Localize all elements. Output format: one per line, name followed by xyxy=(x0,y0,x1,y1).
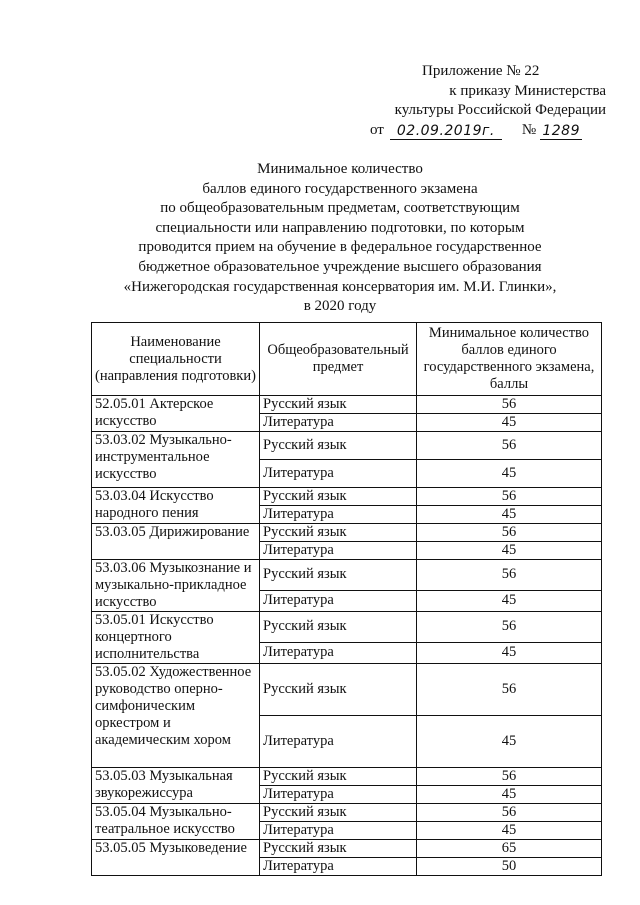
specialty-cell: 53.03.04 Искусство народного пения xyxy=(92,488,260,524)
title-line: по общеобразовательным предметам, соответствующим xyxy=(160,200,520,217)
table-row xyxy=(92,396,602,414)
subject-cell: Литература xyxy=(260,414,417,432)
score-cell: 56 xyxy=(417,612,602,643)
order-date: 02.09.2019г. xyxy=(390,123,502,140)
subject-cell: Русский язык xyxy=(260,840,417,858)
subject-cell: Литература xyxy=(260,716,417,768)
table-row xyxy=(92,488,602,506)
table-row xyxy=(92,524,602,542)
specialty-cell: 53.03.06 Музыкознание и музыкально-прикладное искусство xyxy=(92,560,260,612)
score-cell: 45 xyxy=(417,414,602,432)
table-row xyxy=(92,804,602,822)
score-cell: 56 xyxy=(417,664,602,716)
table-row xyxy=(92,432,602,460)
title-line: баллов единого государственного экзамена xyxy=(202,180,478,197)
order-date-line xyxy=(370,121,606,141)
subject-cell: Русский язык xyxy=(260,768,417,786)
subject-cell: Литература xyxy=(260,506,417,524)
subject-cell: Литература xyxy=(260,460,417,488)
subject-cell: Литература xyxy=(260,822,417,840)
score-cell: 45 xyxy=(417,822,602,840)
score-cell: 56 xyxy=(417,524,602,542)
order-reference: к приказу Министерства xyxy=(449,82,606,99)
score-cell: 56 xyxy=(417,768,602,786)
appendix-number: Приложение № 22 xyxy=(422,63,540,79)
specialty-cell: 53.05.03 Музыкальная звукорежиссура xyxy=(92,768,260,804)
specialty-cell: 53.05.05 Музыковедение xyxy=(92,840,260,876)
from-label: от xyxy=(370,121,384,138)
specialty-cell: 53.05.02 Художественное руководство оперно-симфоническим оркестром и академическим хором xyxy=(92,664,260,768)
subject-cell: Русский язык xyxy=(260,560,417,591)
ministry-name: культуры Российской Федерации xyxy=(394,102,606,118)
subject-cell: Русский язык xyxy=(260,804,417,822)
subject-cell: Литература xyxy=(260,642,417,663)
title-line: в 2020 году xyxy=(303,298,377,315)
subject-cell: Русский язык xyxy=(260,432,417,460)
score-cell: 56 xyxy=(417,432,602,460)
score-cell: 56 xyxy=(417,488,602,506)
title-line: проводится прием на обучение в федеральное государственное xyxy=(138,239,542,256)
score-cell: 45 xyxy=(417,542,602,560)
specialty-cell: 53.05.01 Искусство концертного исполнительства xyxy=(92,612,260,664)
score-cell: 56 xyxy=(417,804,602,822)
title-line: бюджетное образовательное учреждение высшего образования xyxy=(138,258,542,275)
appendix-header xyxy=(370,62,606,140)
specialty-cell: 52.05.01 Актерское искусство xyxy=(92,396,260,432)
table-row xyxy=(92,840,602,858)
document-title xyxy=(90,160,590,317)
subject-cell: Русский язык xyxy=(260,612,417,643)
subject-cell: Русский язык xyxy=(260,488,417,506)
score-cell: 45 xyxy=(417,460,602,488)
score-cell: 56 xyxy=(417,560,602,591)
score-cell: 45 xyxy=(417,642,602,663)
score-cell: 65 xyxy=(417,840,602,858)
title-line: «Нижегородская государственная консерватория им. М.И. Глинки», xyxy=(123,278,557,295)
table-row xyxy=(92,768,602,786)
header-specialty: Наименование специальности (направления подготовки) xyxy=(92,323,260,396)
score-cell: 45 xyxy=(417,506,602,524)
specialty-cell: 53.03.02 Музыкально-инструментальное искусство xyxy=(92,432,260,488)
table-row xyxy=(92,560,602,591)
title-line: Минимальное количество xyxy=(257,161,423,177)
header-min-score: Минимальное количество баллов единого государственного экзамена, баллы xyxy=(417,323,602,396)
score-cell: 56 xyxy=(417,396,602,414)
subject-cell: Литература xyxy=(260,590,417,611)
score-cell: 50 xyxy=(417,858,602,876)
specialty-cell: 53.03.05 Дирижирование xyxy=(92,524,260,560)
score-cell: 45 xyxy=(417,786,602,804)
title-line: специальности или направлению подготовки, по которым xyxy=(155,219,525,236)
number-label: № xyxy=(521,121,537,138)
subject-cell: Русский язык xyxy=(260,664,417,716)
order-number: 1289 xyxy=(540,123,582,140)
subject-cell: Литература xyxy=(260,542,417,560)
table-row xyxy=(92,664,602,716)
score-cell: 45 xyxy=(417,590,602,611)
subject-cell: Литература xyxy=(260,786,417,804)
score-cell: 45 xyxy=(417,716,602,768)
subject-cell: Русский язык xyxy=(260,524,417,542)
table-row xyxy=(92,612,602,643)
subject-cell: Русский язык xyxy=(260,396,417,414)
specialty-cell: 53.05.04 Музыкально-театральное искусство xyxy=(92,804,260,840)
scores-table xyxy=(91,322,602,876)
subject-cell: Литература xyxy=(260,858,417,876)
table-header-row xyxy=(92,323,602,396)
header-subject: Общеобразовательный предмет xyxy=(260,323,417,396)
